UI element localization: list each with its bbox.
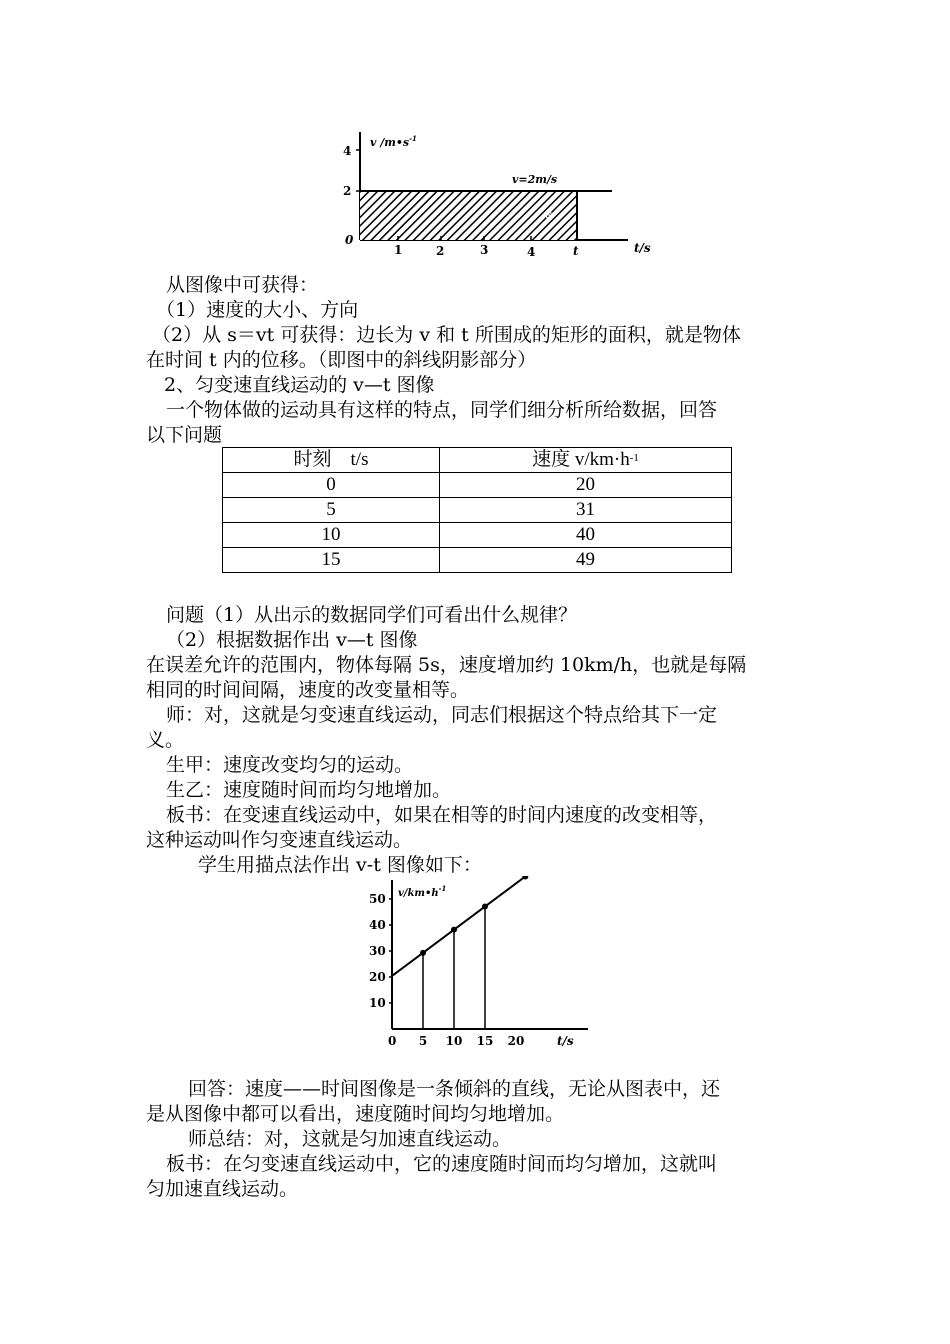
text-line: （1）速度的大小、方向 [156,299,359,321]
text-line: （2）从 s＝vt 可获得：边长为 v 和 t 所围成的矩形的面积，就是物体 [152,324,741,346]
text-line: 问题（1）从出示的数据同学们可看出什么规律？ [166,604,578,626]
x-tick-label: 20 [507,1034,525,1048]
table-row [223,498,732,523]
y-tick-label: 40 [369,918,386,932]
x-tick-label: 5 [418,1034,428,1048]
text-line: 板书：在变速直线运动中，如果在相等的时间内速度的改变相等， [166,804,718,826]
table-row [223,548,732,573]
data-point [451,927,457,933]
y-tick-label: 4 [343,144,352,158]
x-tick-label: 10 [445,1034,463,1048]
velocity-line-label: v=2m/s [512,173,558,186]
text-line: 匀加速直线运动。 [146,1178,299,1200]
y-axis-label: $v/km•h^{-1}$ [398,884,447,899]
section-heading: 2、匀变速直线运动的 v—t 图像 [164,374,435,396]
table-cell-speed: 40 [440,523,732,548]
text-line: 一个物体做的运动具有这样的特点，同学们细分析所给数据，回答 [166,399,718,421]
origin-label: 0 [345,233,354,247]
y-tick-label: 20 [369,970,386,984]
table-cell-time: 15 [223,548,440,573]
table-row [223,523,732,548]
x-tick-label: 2 [436,244,445,258]
displacement-area [360,191,577,240]
text-line: 这种运动叫作匀变速直线运动。 [146,829,413,851]
table-cell-time: 0 [223,473,440,498]
text-line: 生乙：速度随时间而均匀地增加。 [166,779,452,801]
y-tick-label: 10 [369,996,386,1010]
text-line: 板书：在匀变速直线运动中，它的速度随时间而均匀增加，这就叫 [166,1153,718,1175]
text-line: 学生用描点法作出 v-t 图像如下： [198,854,482,876]
x-tick-label: t [573,244,579,258]
text-line: 师：对，这就是匀变速直线运动，同志们根据这个特点给其下一定 [166,704,718,726]
table-header-time: 时刻 t/s [223,448,440,473]
x-tick-label: 4 [527,245,536,259]
table-header-row [223,448,732,473]
x-tick-label: 0 [388,1034,397,1048]
table-cell-speed: 20 [440,473,732,498]
x-tick-label: 3 [480,243,489,257]
speed-data-table [222,447,732,573]
text-line: 师总结：对，这就是匀加速直线运动。 [188,1128,512,1150]
text-line: （2）根据数据作出 v—t 图像 [166,629,418,651]
y-tick-label: 30 [369,944,386,958]
text-line: 在误差允许的范围内，物体每隔 5s，速度增加约 10km/h，也就是每隔 [146,654,747,676]
y-tick-label: 50 [369,892,386,906]
text-line: 相同的时间间隔，速度的改变量相等。 [146,679,470,701]
x-tick-label: 15 [476,1034,494,1048]
x-tick-label: 1 [394,243,403,257]
data-point [482,904,488,910]
table-cell-time: 5 [223,498,440,523]
region-label: s [546,208,552,221]
x-axis-label: t/s [557,1034,574,1048]
table-cell-speed: 31 [440,498,732,523]
table-header-speed: 速度 $v/km\cdot h^{-1}$ [440,448,732,473]
table-cell-time: 10 [223,523,440,548]
text-line: 在时间 t 内的位移。（即图中的斜线阴影部分） [146,349,537,371]
vt-line-chart [360,876,600,1052]
data-point [420,950,426,956]
x-axis-label: t/s [634,241,651,255]
uniform-velocity-chart [340,126,670,266]
text-line: 从图像中可获得： [166,274,319,296]
text-line: 生甲：速度改变均匀的运动。 [166,754,414,776]
y-axis-label: v $/m•s^{-1}$ [370,134,417,149]
text-line: 以下问题 [146,424,223,446]
table-row [223,473,732,498]
text-line: 回答：速度——时间图像是一条倾斜的直线，无论从图表中，还 [188,1078,721,1100]
y-tick-label: 2 [343,184,352,198]
text-line: 义。 [146,729,185,751]
text-line: 是从图像中都可以看出，速度随时间均匀地增加。 [146,1103,565,1125]
table-cell-speed: 49 [440,548,732,573]
